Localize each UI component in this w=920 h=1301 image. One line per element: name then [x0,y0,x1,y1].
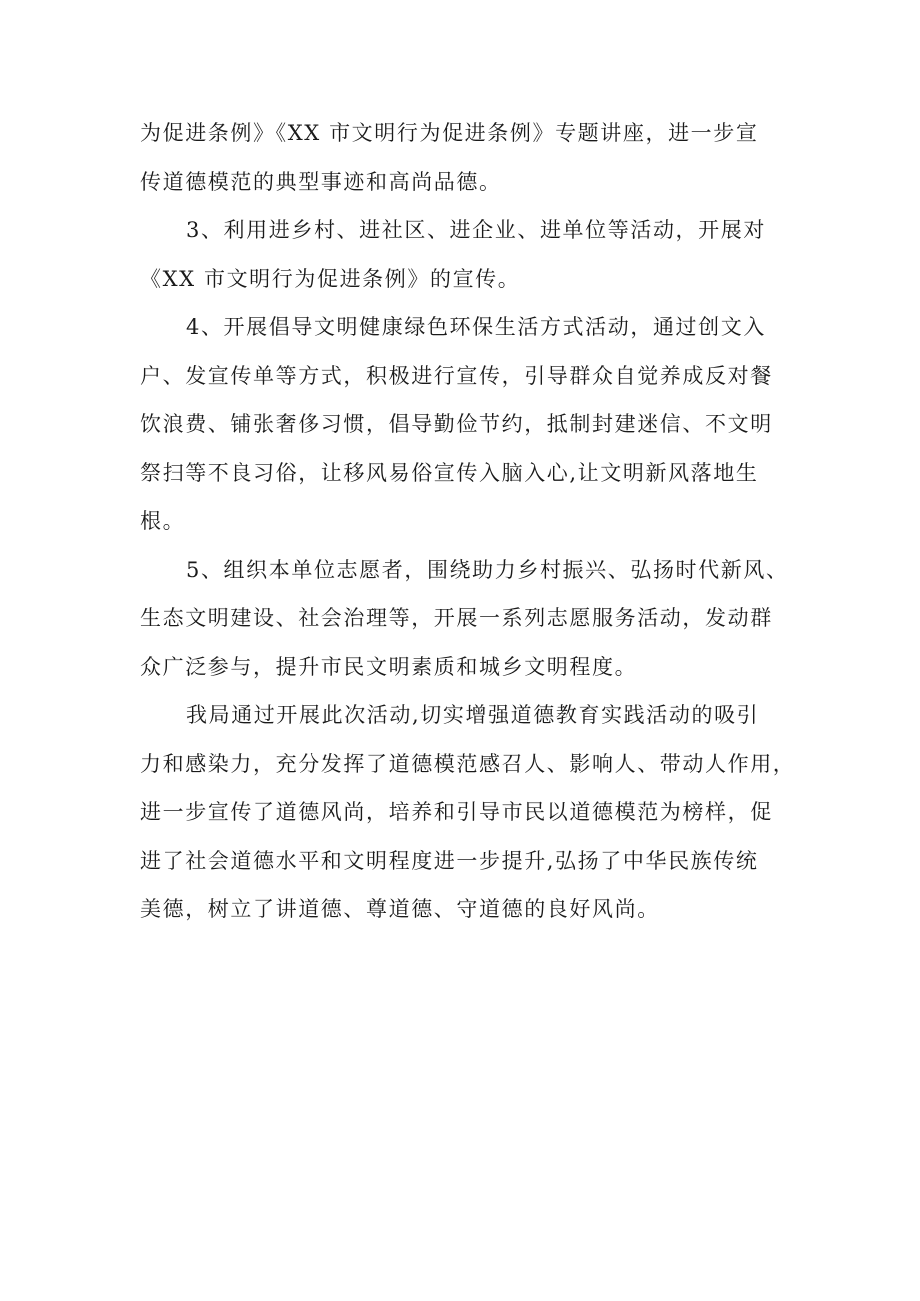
paragraph-conclusion [140,691,800,934]
text-line: 户、发宣传单等方式，积极进行宣传，引导群众自觉养成反对餐 [140,363,773,388]
text-line: 进了社会道德水平和文明程度进一步提升,弘扬了中华民族传统 [140,848,759,873]
text-line: 祭扫等不良习俗，让移风易俗宣传入脑入心,让文明新风落地生 [140,460,759,485]
document-body [140,109,800,934]
text-line: 4、开展倡导文明健康绿色环保生活方式活动，通过创文入 [186,315,766,339]
text-line: 生态文明建设、社会治理等，开展一系列志愿服务活动，发动群 [140,606,773,630]
text-line: 众广泛参与，提升市民文明素质和城乡文明程度。 [140,654,638,679]
text-line: 美德，树立了讲道德、尊道德、守道德的良好风尚。 [140,897,660,921]
paragraph-continuation [140,109,800,206]
text-line: 我局通过开展此次活动,切实增强道德教育实践活动的吸引 [186,703,760,727]
text-line: 《XX 市文明行为促进条例》的宣传。 [140,266,521,291]
text-line: 力和感染力，充分发挥了道德模范感召人、影响人、带动人作用， [140,751,796,776]
text-line: 为促进条例》《XX 市文明行为促进条例》专题讲座，进一步宣 [140,121,759,145]
text-line: 3、利用进乡村、进社区、进企业、进单位等活动，开展对 [186,218,766,242]
paragraph-item-4 [140,303,800,546]
text-line: 进一步宣传了道德风尚，培养和引导市民以道德模范为榜样，促 [140,800,773,824]
text-line: 饮浪费、铺张奢侈习惯，倡导勤俭节约，抵制封建迷信、不文明 [140,412,773,436]
text-line: 5、组织本单位志愿者，围绕助力乡村振兴、弘扬时代新风、 [186,557,789,582]
paragraph-item-5 [140,546,800,692]
text-line: 传道德模范的典型事迹和高尚品德。 [140,169,502,194]
paragraph-item-3 [140,206,800,303]
text-line: 根。 [140,509,186,533]
